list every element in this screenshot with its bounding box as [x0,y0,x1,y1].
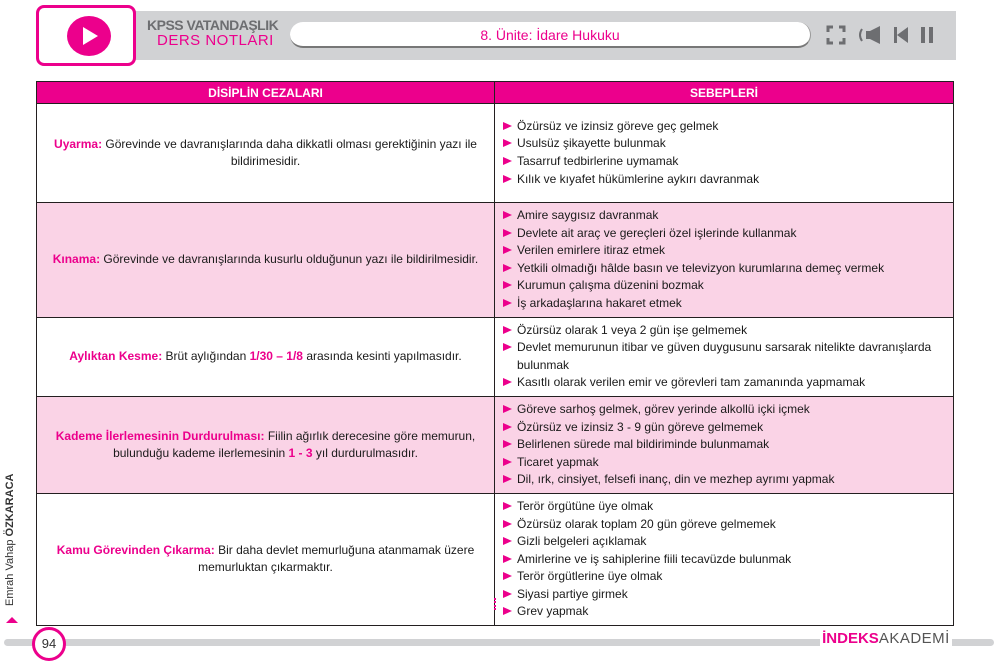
list-item: Göreve sarhoş gelmek, görev yerinde alkollü içki içmek [503,401,943,419]
list-item: Amire saygısız davranmak [503,207,943,225]
arrow-icon [503,607,512,615]
reasons-cell [495,104,954,203]
discipline-table [36,81,954,626]
penalty-label: Kamu Görevinden Çıkarma: [56,543,215,558]
skip-back-icon[interactable] [894,26,908,44]
arrow-icon [503,378,512,386]
arrow-icon [503,139,512,147]
table-row [37,203,954,318]
arrow-icon [503,229,512,237]
arrow-icon [503,175,512,183]
penalty-label: Uyarma: [54,137,103,151]
list-item: Gizli belgeleri açıklamak [503,533,943,551]
list-item: Verilen emirlere itiraz etmek [503,242,943,260]
penalty-cell [37,493,495,625]
player-controls [826,24,934,46]
list-item: Devlet memurunun itibar ve güven duygusunu sarsarak nitelikte davranışlarda bulunmak [503,339,943,374]
highlight-value: 1/30 – 1/8 [249,349,303,364]
play-icon [67,16,111,56]
reasons-cell [495,317,954,396]
reasons-cell [495,493,954,625]
list-item: Terör örgütüne üye olmak [503,498,943,516]
pause-icon[interactable] [920,26,934,44]
list-item: Tasarruf tedbirlerine uymamak [503,153,943,171]
list-item: Amirlerine ve iş sahiplerine fiili tecavüzde bulunmak [503,551,943,569]
column-header-reasons: SEBEPLERİ [495,82,954,104]
arrow-icon [503,326,512,334]
penalty-cell: Aylıktan Kesme: Brüt aylığından 1/30 – 1/8 arasında kesinti yapılmasıdır. [37,317,495,396]
list-item: Usulsüz şikayette bulunmak [503,135,943,153]
arrow-icon [503,246,512,254]
penalty-cell: Kademe İlerlemesinin Durdurulması: Fiilin ağırlık derecesine göre memurun, bulunduğu kademe ilerlemesinin 1 - 3 yıl durdurulmasıdır. [37,396,495,493]
table-row [37,317,954,396]
dotted-divider [494,598,496,610]
page-number: 94 [32,627,66,661]
brand-line2: DERS NOTLARI [157,32,274,49]
reasons-cell [495,396,954,493]
fullscreen-icon[interactable] [826,25,846,45]
list-item: Siyasi partiye girmek [503,586,943,604]
list-item: Devlete ait araç ve gereçleri özel işlerinde kullanmak [503,225,943,243]
table-row [37,396,954,493]
arrow-icon [503,343,512,351]
list-item: Özürsüz ve izinsiz göreve geç gelmek [503,118,943,136]
publisher-logo: İNDEKSAKADEMİ [820,627,952,651]
list-item: Özürsüz olarak 1 veya 2 gün işe gelmemek [503,322,943,340]
highlight-value: 1 - 3 [288,445,313,460]
arrow-icon [503,502,512,510]
list-item: İş arkadaşlarına hakaret etmek [503,295,943,313]
list-item: Kasıtlı olarak verilen emir ve görevleri tam zamanında yapmamak [503,374,943,392]
list-item: Grev yapmak [503,603,943,621]
arrow-icon [503,458,512,466]
arrow-icon [503,572,512,580]
penalty-cell [37,203,495,318]
table-row [37,104,954,203]
penalty-label: Kademe İlerlemesinin Durdurulması: [55,428,265,443]
arrow-icon [503,299,512,307]
penalty-desc: Görevinde ve davranışlarında kusurlu olduğunun yazı ile bildirilmesidir. [100,252,479,267]
list-item: Ticaret yapmak [503,454,943,472]
brand-line1: KPSS VATANDAŞLIK [147,17,279,33]
scroll-up-icon[interactable] [6,617,18,623]
list-item: Kılık ve kıyafet hükümlerine aykırı davranmak [503,171,943,189]
arrow-icon [503,264,512,272]
unit-title: 8. Ünite: İdare Hukuku [290,22,811,48]
penalty-desc: Görevinde ve davranışlarında daha dikkatli olması gerektiğinin yazı ile bildirimesidir. [102,137,477,168]
column-header-penalties: DİSİPLİN CEZALARI [37,82,495,104]
brand-title [147,18,278,48]
arrow-icon [503,537,512,545]
list-item: Yetkili olmadığı hâlde basın ve televizyon kurumlarına demeç vermek [503,260,943,278]
arrow-icon [503,555,512,563]
arrow-icon [503,211,512,219]
list-item: Kurumun çalışma düzenini bozmak [503,277,943,295]
play-button[interactable] [36,5,136,66]
arrow-icon [503,520,512,528]
arrow-icon [503,157,512,165]
arrow-icon [503,475,512,483]
penalty-label: Aylıktan Kesme: [69,349,163,364]
author-credit: Emrah Vahap ÖZKARACA [4,473,16,606]
sound-icon[interactable] [858,25,882,45]
penalty-cell [37,104,495,203]
penalty-desc: Bir daha devlet memurluğuna atanmamak üzere memurluktan çıkarmaktır. [198,543,475,575]
list-item: Terör örgütlerine üye olmak [503,568,943,586]
list-item: Dil, ırk, cinsiyet, felsefi inanç, din ve mezhep ayrımı yapmak [503,471,943,489]
arrow-icon [503,440,512,448]
arrow-icon [503,281,512,289]
reasons-cell [495,203,954,318]
penalty-label: Kınama: [52,252,101,267]
list-item: Özürsüz ve izinsiz 3 - 9 gün göreve gelmemek [503,419,943,437]
arrow-icon [503,405,512,413]
list-item: Belirlenen sürede mal bildiriminde bulunmamak [503,436,943,454]
list-item: Özürsüz olarak toplam 20 gün göreve gelmemek [503,516,943,534]
arrow-icon [503,423,512,431]
arrow-icon [503,122,512,130]
arrow-icon [503,590,512,598]
